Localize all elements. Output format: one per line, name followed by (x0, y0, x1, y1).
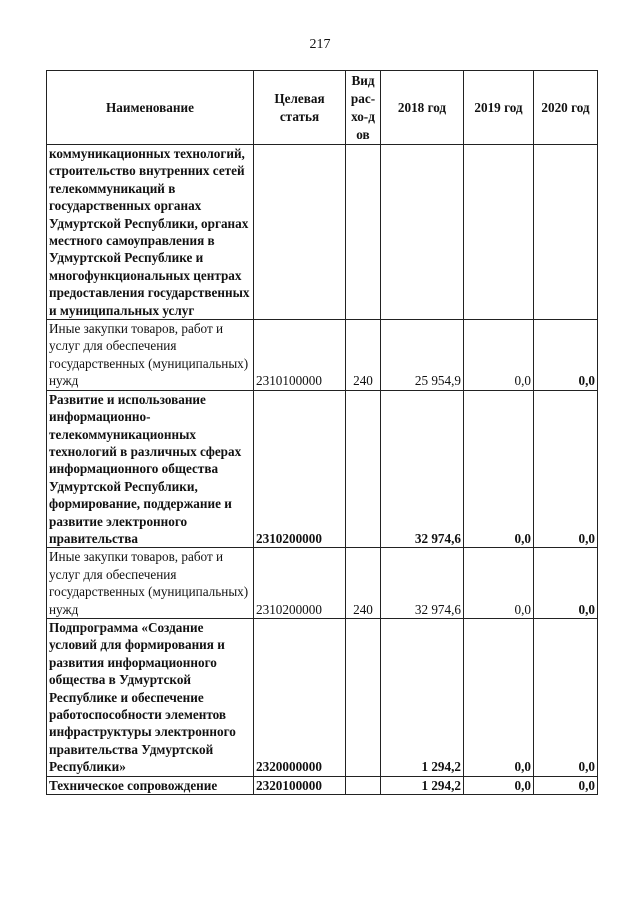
row-2018: 32 974,6 (381, 390, 464, 548)
row-2020: 0,0 (534, 618, 598, 776)
row-name: Развитие и использование информационно-телекоммуникационных технологий в различных сферах информационного общества Удмуртской Республики, формирование, поддержание и развитие электронного правительства (47, 390, 254, 548)
table-row (47, 548, 598, 619)
row-code: 2320100000 (254, 776, 346, 794)
row-name: Иные закупки товаров, работ и услуг для обеспечения государственных (муниципальных) нужд (47, 548, 254, 619)
row-name: Иные закупки товаров, работ и услуг для обеспечения государственных (муниципальных) нужд (47, 320, 254, 391)
row-name: Техническое сопровождение (47, 776, 254, 794)
row-2018 (381, 145, 464, 320)
table-row (47, 776, 598, 794)
row-2019: 0,0 (464, 390, 534, 548)
table-row (47, 390, 598, 548)
row-type (346, 390, 381, 548)
row-type (346, 618, 381, 776)
row-code: 2310100000 (254, 320, 346, 391)
row-2020 (534, 145, 598, 320)
row-code: 2310200000 (254, 390, 346, 548)
row-type: 240 (346, 548, 381, 619)
row-2018: 25 954,9 (381, 320, 464, 391)
row-name: коммуникационных технологий, строительство внутренних сетей телекоммуникаций в государственных органах Удмуртской Республики, органах местного самоуправления в Удмуртской Республике и многофункциональных центрах предоставления государственных и муниципальных услуг (47, 145, 254, 320)
row-2020: 0,0 (534, 776, 598, 794)
table-row (47, 320, 598, 391)
row-2018: 32 974,6 (381, 548, 464, 619)
row-type: 240 (346, 320, 381, 391)
row-2019: 0,0 (464, 320, 534, 391)
row-type (346, 145, 381, 320)
row-type (346, 776, 381, 794)
table-header-row (47, 71, 598, 145)
header-type-text: Вид рас-хо-дов (350, 72, 376, 142)
header-code-text: Целевая статья (274, 90, 325, 124)
page-number: 217 (309, 37, 331, 52)
row-2020: 0,0 (534, 548, 598, 619)
row-code: 2310200000 (254, 548, 346, 619)
header-2018: 2018 год (381, 71, 464, 145)
header-type (346, 71, 381, 145)
budget-table (46, 70, 598, 795)
header-2020: 2020 год (534, 71, 598, 145)
row-name: Подпрограмма «Создание условий для формирования и развития информационного общества в Удмуртской Республике и обеспечение работоспособности элементов инфраструктуры электронного правительства Удмуртской Республики» (47, 618, 254, 776)
row-code: 2320000000 (254, 618, 346, 776)
row-2019: 0,0 (464, 548, 534, 619)
row-2019: 0,0 (464, 618, 534, 776)
row-2020: 0,0 (534, 390, 598, 548)
row-2020: 0,0 (534, 320, 598, 391)
header-code (254, 71, 346, 145)
row-code (254, 145, 346, 320)
row-2019: 0,0 (464, 776, 534, 794)
row-2018: 1 294,2 (381, 776, 464, 794)
row-2019 (464, 145, 534, 320)
table-row (47, 145, 598, 320)
header-name: Наименование (47, 71, 254, 145)
row-2018: 1 294,2 (381, 618, 464, 776)
header-2019: 2019 год (464, 71, 534, 145)
table-row (47, 618, 598, 776)
